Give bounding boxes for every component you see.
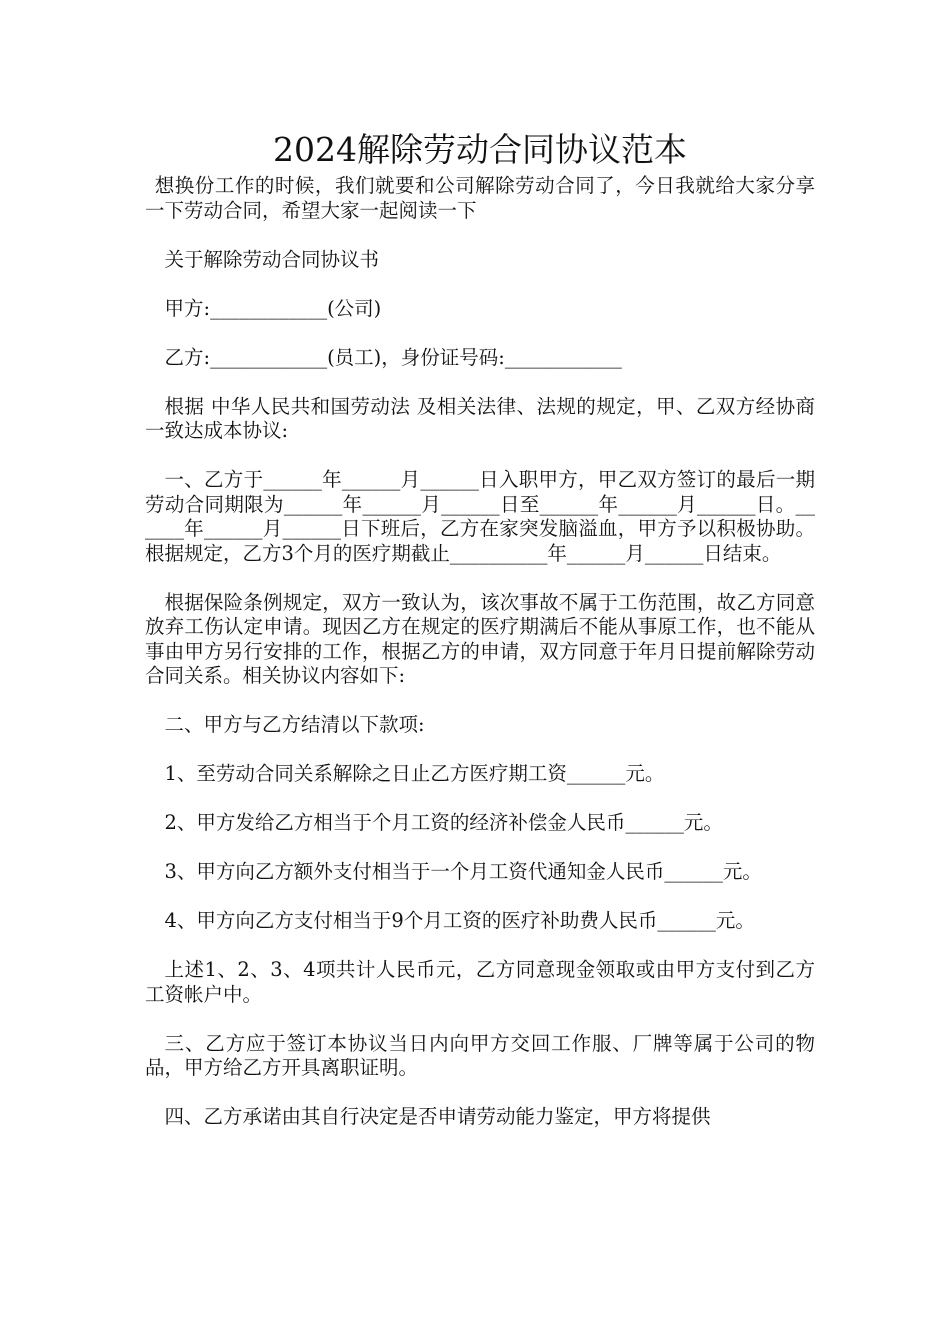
party-a-line: 甲方:____________(公司) bbox=[164, 296, 382, 320]
document-page bbox=[145, 128, 815, 1154]
document-title: 2024解除劳动合同协议范本 bbox=[273, 130, 687, 169]
clause-one-paragraph: 一、乙方于______年______月______日入职甲方，甲乙双方签订的最后一期劳动合同期限为______年______月______日至______年______月______日。______年______月______日下班后，乙方在家突发脑溢血，甲方予以积极协助。根据规定，乙方3个月的医疗期截止__________年______月______日结束。 bbox=[145, 468, 815, 565]
insurance-paragraph: 根据保险条例规定，双方一致认为，该次事故不属于工伤范围，故乙方同意放弃工伤认定申请。现因乙方在规定的医疗期满后不能从事原工作，也不能从事由甲方另行安排的工作，根据乙方的申请，双方同意于年月日提前解除劳动合同关系。相关协议内容如下: bbox=[145, 590, 815, 687]
payment-item-4: 4、甲方向乙方支付相当于9个月工资的医疗补助费人民币______元。 bbox=[164, 909, 755, 932]
payment-item-2: 2、甲方发给乙方相当于个月工资的经济补偿金人民币______元。 bbox=[164, 811, 723, 834]
party-b-line: 乙方:____________(员工)，身份证号码:____________ bbox=[164, 345, 622, 369]
payment-item-1: 1、至劳动合同关系解除之日止乙方医疗期工资______元。 bbox=[164, 762, 665, 785]
payment-total-paragraph: 上述1、2、3、4项共计人民币元，乙方同意现金领取或由甲方支付到乙方工资帐户中。 bbox=[145, 958, 815, 1006]
clause-three-paragraph: 三、乙方应于签订本协议当日内向甲方交回工作服、厂牌等属于公司的物品，甲方给乙方开具离职证明。 bbox=[145, 1031, 815, 1079]
intro-paragraph: 想换份工作的时候，我们就要和公司解除劳动合同了，今日我就给大家分享一下劳动合同，希望大家一起阅读一下 bbox=[145, 174, 815, 222]
clause-four-paragraph: 四、乙方承诺由其自行决定是否申请劳动能力鉴定，甲方将提供 bbox=[164, 1105, 711, 1128]
agreement-heading: 关于解除劳动合同协议书 bbox=[164, 247, 380, 271]
clause-two-heading: 二、甲方与乙方结清以下款项: bbox=[164, 713, 425, 736]
legal-basis-paragraph: 根据 中华人民共和国劳动法 及相关法律、法规的规定，甲、乙双方经协商一致达成本协议: bbox=[145, 394, 815, 442]
payment-item-3: 3、甲方向乙方额外支付相当于一个月工资代通知金人民币______元。 bbox=[164, 860, 762, 883]
